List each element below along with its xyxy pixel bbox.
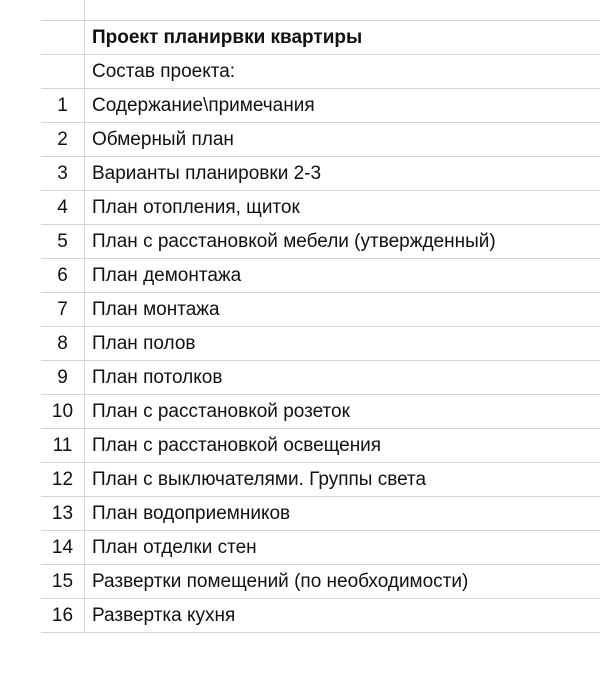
row-number-cell[interactable] — [41, 21, 85, 54]
spreadsheet-table — [41, 0, 600, 633]
item-text[interactable]: План с расстановкой мебели (утвержденный) — [92, 231, 496, 252]
item-number[interactable]: 15 — [41, 565, 85, 598]
item-text[interactable]: План отделки стен — [92, 537, 257, 558]
row-number-cell[interactable] — [41, 55, 85, 88]
item-text[interactable]: План отопления, щиток — [92, 197, 300, 218]
item-number[interactable]: 4 — [41, 191, 85, 224]
table-row — [41, 157, 600, 191]
table-row — [41, 327, 600, 361]
item-text[interactable]: План с выключателями. Группы света — [92, 469, 427, 490]
table-row — [41, 191, 600, 225]
item-text[interactable]: Содержание\примечания — [92, 95, 315, 116]
table-row — [41, 293, 600, 327]
item-text[interactable]: План полов — [92, 333, 196, 354]
table-row — [41, 395, 600, 429]
table-row — [41, 225, 600, 259]
table-row — [41, 497, 600, 531]
item-number[interactable]: 2 — [41, 123, 85, 156]
item-text[interactable]: План монтажа — [92, 299, 220, 320]
item-number[interactable]: 13 — [41, 497, 85, 530]
item-text[interactable]: Развертки помещений (по необходимости) — [92, 571, 469, 592]
item-text[interactable]: План с расстановкой розеток — [92, 401, 350, 422]
table-row — [41, 89, 600, 123]
item-number[interactable]: 8 — [41, 327, 85, 360]
table-row — [41, 565, 600, 599]
table-row — [41, 531, 600, 565]
title-row — [41, 21, 600, 55]
table-row — [41, 361, 600, 395]
table-row — [41, 259, 600, 293]
item-number[interactable]: 14 — [41, 531, 85, 564]
item-number[interactable]: 9 — [41, 361, 85, 394]
item-number[interactable]: 1 — [41, 89, 85, 122]
item-number[interactable]: 11 — [41, 429, 85, 462]
item-text[interactable]: План демонтажа — [92, 265, 242, 286]
item-text[interactable]: Развертка кухня — [92, 605, 236, 626]
item-text[interactable]: План с расстановкой освещения — [92, 435, 382, 456]
table-row — [41, 599, 600, 633]
row-number-cell[interactable] — [41, 0, 85, 20]
item-text[interactable]: Обмерный план — [92, 129, 234, 150]
item-number[interactable]: 7 — [41, 293, 85, 326]
subtitle-row — [41, 55, 600, 89]
item-text[interactable]: План потолков — [92, 367, 223, 388]
document-title[interactable]: Проект планирвки квартиры — [92, 27, 363, 48]
item-number[interactable]: 12 — [41, 463, 85, 496]
table-row — [41, 463, 600, 497]
item-number[interactable]: 5 — [41, 225, 85, 258]
item-number[interactable]: 3 — [41, 157, 85, 190]
table-row — [41, 429, 600, 463]
item-number[interactable]: 16 — [41, 599, 85, 632]
empty-row — [41, 0, 600, 21]
item-text[interactable]: План водоприемников — [92, 503, 291, 524]
item-text[interactable]: Варианты планировки 2-3 — [92, 163, 322, 184]
item-number[interactable]: 10 — [41, 395, 85, 428]
document-subtitle[interactable]: Состав проекта: — [92, 61, 236, 82]
text-cell[interactable] — [85, 0, 600, 20]
item-number[interactable]: 6 — [41, 259, 85, 292]
table-row — [41, 123, 600, 157]
